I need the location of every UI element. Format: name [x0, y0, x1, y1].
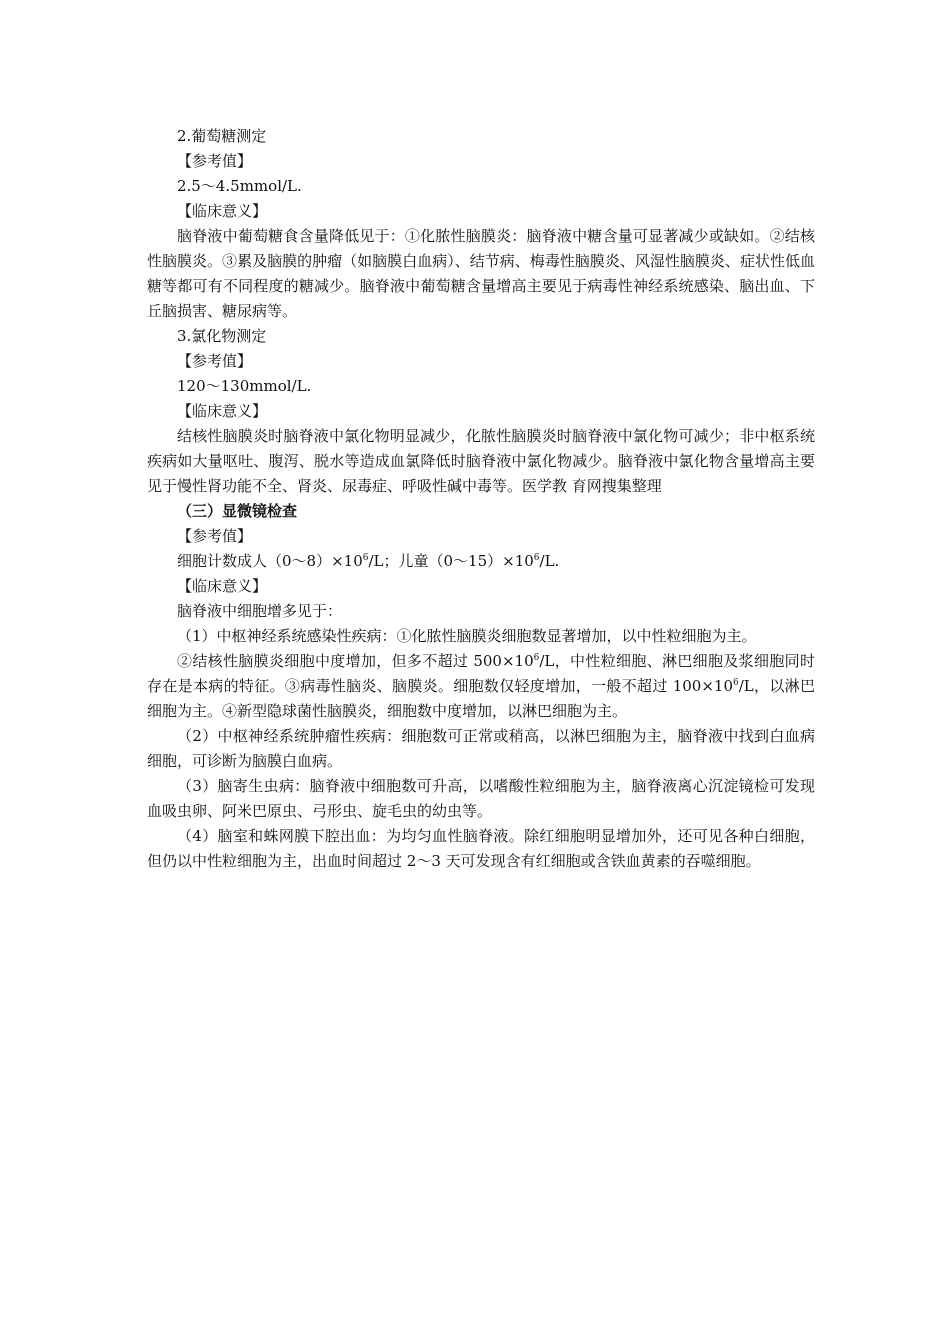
microscopy-ref-value-part1: 细胞计数成人（0～8）×10	[177, 552, 363, 570]
document-page	[147, 124, 815, 874]
microscopy-item4: （4）脑室和蛛网膜下腔出血：为均匀血性脑脊液。除红细胞明显增加外，还可见各种白细胞，但仍以中性粒细胞为主，出血时间超过 2～3 天可发现含有红细胞或含铁血黄素的吞噬细胞。	[147, 827, 815, 870]
chloride-ref-label: 【参考值】	[177, 352, 253, 370]
chloride-clinical-label: 【临床意义】	[177, 402, 268, 420]
microscopy-item2: （2）中枢神经系统肿瘤性疾病：细胞数可正常或稍高，以淋巴细胞为主，脑脊液中找到白血病细胞，可诊断为脑膜白血病。	[147, 727, 815, 770]
microscopy-ref-label: 【参考值】	[177, 527, 253, 545]
chloride-ref-value: 120～130mmol/L.	[177, 377, 312, 395]
glucose-clinical-text: 脑脊液中葡萄糖食含量降低见于：①化脓性脑膜炎：脑脊液中糖含量可显著减少或缺如。②结核性脑膜炎。③累及脑膜的肿瘤（如脑膜白血病）、结节病、梅毒性脑膜炎、风湿性脑膜炎、症状性低血糖等都可有不同程度的糖减少。脑脊液中葡萄糖含量增高主要见于病毒性神经系统感染、脑出血、下丘脑损害、糖尿病等。	[147, 227, 815, 320]
microscopy-item1-sup2: 6	[733, 678, 739, 688]
microscopy-ref-value-sup2: 6	[533, 553, 540, 563]
chloride-clinical-text: 结核性脑膜炎时脑脊液中氯化物明显减少，化脓性脑膜炎时脑脊液中氯化物可减少；非中枢系统疾病如大量呕吐、腹泻、脱水等造成血氯降低时脑脊液中氯化物减少。脑脊液中氯化物含量增高主要见于慢性肾功能不全、肾炎、尿毒症、呼吸性碱中毒等。医学教 育网搜集整理	[147, 427, 815, 495]
microscopy-item1-part1: ②结核性脑膜炎细胞中度增加，但多不超过 500×10	[177, 652, 534, 670]
microscopy-item3: （3）脑寄生虫病：脑脊液中细胞数可升高，以嗜酸性粒细胞为主，脑脊液离心沉淀镜检可发现血吸虫卵、阿米巴原虫、弓形虫、旋毛虫的幼虫等。	[147, 777, 815, 820]
chloride-title: 3.氯化物测定	[177, 327, 267, 345]
microscopy-clinical-label: 【临床意义】	[177, 577, 268, 595]
microscopy-item1-part2: /L，中性粒细胞、淋巴细胞及浆细胞同时存在是本病的特征。③病毒性脑炎、脑膜炎。细胞数仅轻度增加，一般不超过 100×10	[147, 652, 815, 695]
glucose-title: 2.葡萄糖测定	[177, 127, 267, 145]
microscopy-item1-sup1: 6	[533, 653, 540, 663]
microscopy-ref-value-part2: /L；儿童（0～15）×10	[368, 552, 534, 570]
glucose-ref-label: 【参考值】	[177, 152, 253, 170]
microscopy-item1-part3: /L，以淋巴细胞为主。④新型隐球菌性脑膜炎，细胞数中度增加，以淋巴细胞为主。	[147, 677, 815, 720]
microscopy-item1-body	[147, 649, 815, 724]
glucose-clinical-label: 【临床意义】	[177, 202, 268, 220]
microscopy-item1-line1: （1）中枢神经系统感染性疾病：①化脓性脑膜炎细胞数显著增加，以中性粒细胞为主。	[177, 627, 757, 645]
microscopy-ref-value-sup1: 6	[362, 553, 369, 563]
microscopy-intro: 脑脊液中细胞增多见于：	[177, 602, 343, 620]
microscopy-ref-value	[147, 549, 815, 574]
glucose-ref-value: 2.5～4.5mmol/L.	[177, 177, 302, 195]
microscopy-ref-value-part3: /L.	[539, 552, 560, 570]
microscopy-title: （三）显微镜检查	[177, 502, 298, 520]
